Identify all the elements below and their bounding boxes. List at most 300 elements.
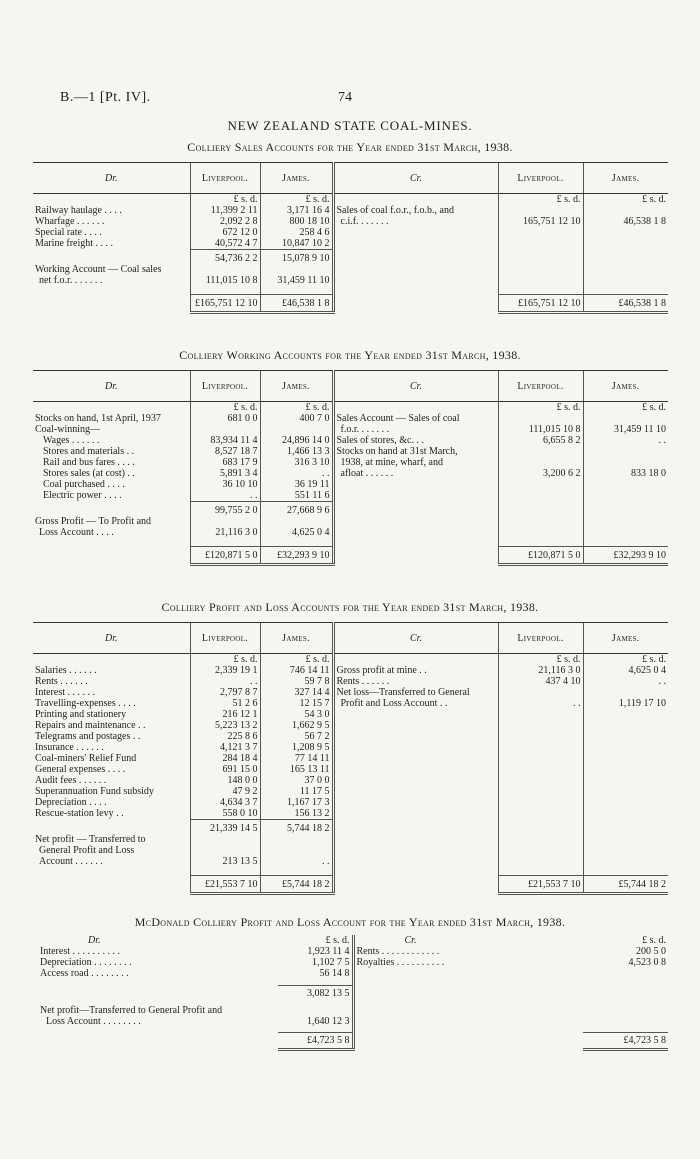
table-row — [33, 687, 668, 698]
liverpool-amount — [498, 227, 583, 238]
row-label: Railway haulage . . . . — [35, 205, 122, 216]
james-amount: £5,744 18 2 — [583, 876, 668, 894]
james-heading: James. — [260, 163, 333, 194]
liverpool-amount: £120,871 5 0 — [190, 547, 260, 565]
table-row — [38, 985, 668, 999]
liverpool-amount — [498, 687, 583, 698]
amount: 56 14 8 — [319, 968, 350, 979]
row-label — [333, 479, 498, 490]
james-amount: 1,119 17 10 — [583, 698, 668, 709]
table-row — [33, 820, 668, 835]
currency-header: £ s. d. — [260, 194, 333, 206]
james-amount: 10,847 10 2 — [260, 238, 333, 250]
liverpool-amount — [498, 753, 583, 764]
row-label: Stocks on hand at 31st March, — [333, 446, 498, 457]
row-label: Gross Profit — To Profit and — [35, 516, 152, 527]
liverpool-amount — [498, 205, 583, 216]
liverpool-amount: 11,399 2 11 — [190, 205, 260, 216]
liverpool-amount — [498, 502, 583, 517]
row-label — [333, 797, 498, 808]
liverpool-heading: Liverpool. — [498, 371, 583, 402]
james-amount: 11 17 5 — [260, 786, 333, 797]
liverpool-amount — [498, 764, 583, 775]
table-row — [33, 538, 668, 547]
table-row — [33, 867, 668, 876]
table-row — [38, 1033, 668, 1050]
row-label: Coal-winning— — [35, 424, 100, 435]
row-label: Rescue-station levy . . — [35, 808, 124, 819]
james-amount — [583, 479, 668, 490]
cr-heading: Cr. — [353, 935, 583, 946]
row-label — [33, 547, 190, 565]
dr-heading: Dr. — [33, 163, 190, 194]
row-label — [333, 742, 498, 753]
working-section-title: Colliery Working Accounts for the Year ended 31st March, 1938. — [179, 348, 521, 362]
liverpool-amount — [498, 731, 583, 742]
table-row — [33, 742, 668, 753]
james-amount: 833 18 0 — [583, 468, 668, 479]
table-row — [33, 205, 668, 216]
amount: 4,523 0 8 — [628, 957, 666, 968]
row-label: Sales of stores, &c. . . — [333, 435, 498, 446]
table-row — [33, 264, 668, 275]
james-amount: £46,538 1 8 — [260, 295, 333, 313]
table-row — [38, 946, 668, 957]
currency-header: £ s. d. — [642, 935, 666, 946]
row-label — [33, 654, 190, 666]
james-amount — [583, 250, 668, 265]
row-label — [33, 250, 190, 265]
row-label — [333, 527, 498, 538]
row-label — [353, 968, 583, 979]
liverpool-amount — [498, 527, 583, 538]
liverpool-heading: Liverpool. — [498, 623, 583, 654]
liverpool-amount — [498, 457, 583, 468]
table-row — [33, 468, 668, 479]
liverpool-heading: Liverpool. — [498, 163, 583, 194]
table-row — [33, 709, 668, 720]
row-label: General Profit and Loss — [39, 845, 135, 856]
liverpool-amount: 6,655 8 2 — [498, 435, 583, 446]
james-heading: James. — [260, 623, 333, 654]
james-amount — [583, 786, 668, 797]
row-label — [333, 547, 498, 565]
liverpool-amount: 21,116 3 0 — [190, 527, 260, 538]
liverpool-amount: 2,339 19 1 — [190, 665, 260, 676]
liverpool-amount: 47 9 2 — [190, 786, 260, 797]
liverpool-amount: 558 0 10 — [190, 808, 260, 820]
report-reference: B.—1 [Pt. IV]. — [60, 90, 151, 105]
row-label: Printing and stationery — [35, 709, 127, 720]
currency-header: £ s. d. — [190, 402, 260, 414]
row-label — [333, 538, 498, 547]
liverpool-heading: Liverpool. — [190, 371, 260, 402]
liverpool-amount: 5,891 3 4 — [190, 468, 260, 479]
row-label — [333, 867, 498, 876]
row-label: 1938, at mine, wharf, and — [333, 457, 498, 468]
liverpool-amount — [498, 775, 583, 786]
cr-heading: Cr. — [333, 623, 498, 654]
row-label — [33, 502, 190, 517]
row-label — [333, 502, 498, 517]
james-amount — [583, 264, 668, 275]
currency-header: £ s. d. — [583, 402, 668, 414]
row-label — [33, 295, 190, 313]
row-label: Rents . . . . . . — [333, 676, 498, 687]
row-label: Special rate . . . . — [35, 227, 102, 238]
table-row — [33, 775, 668, 786]
currency-header: £ s. d. — [498, 654, 583, 666]
row-label — [333, 402, 498, 414]
row-label — [353, 1016, 583, 1027]
james-amount: 54 3 0 — [260, 709, 333, 720]
row-label: Net profit—Transferred to General Profit and — [40, 1004, 223, 1016]
row-label: Rents . . . . . . — [35, 676, 88, 687]
james-amount — [260, 538, 333, 547]
row-label: Loss Account . . . . — [39, 527, 114, 538]
subtotal-james: 15,078 9 10 — [260, 250, 333, 265]
row-label: Interest . . . . . . — [35, 687, 95, 698]
row-label: General expenses . . . . — [35, 764, 126, 775]
james-amount — [583, 856, 668, 867]
james-amount — [583, 275, 668, 286]
liverpool-amount — [498, 479, 583, 490]
james-amount — [583, 720, 668, 731]
row-label: Superannuation Fund subsidy — [35, 786, 154, 797]
profit-loss-account-table — [33, 622, 668, 895]
james-amount: 400 7 0 — [260, 413, 333, 424]
row-label: Gross profit at mine . . — [333, 665, 498, 676]
currency-header: £ s. d. — [325, 935, 350, 946]
james-amount — [583, 538, 668, 547]
row-label — [333, 264, 498, 275]
row-label: Travelling-expenses . . . . — [35, 698, 136, 709]
row-label: Salaries . . . . . . — [35, 665, 97, 676]
table-row — [33, 424, 668, 435]
table-row — [33, 286, 668, 295]
row-label — [333, 295, 498, 313]
liverpool-amount: 40,572 4 7 — [190, 238, 260, 250]
james-amount: 1,167 17 3 — [260, 797, 333, 808]
row-label — [333, 238, 498, 250]
liverpool-amount — [190, 867, 260, 876]
dr-heading: Dr. — [88, 935, 101, 946]
row-label — [33, 402, 190, 414]
row-label: Sales of coal f.o.r., f.o.b., and — [333, 205, 498, 216]
row-label — [333, 227, 498, 238]
amount — [583, 968, 668, 979]
liverpool-amount: 2,092 2 8 — [190, 216, 260, 227]
table-row — [33, 720, 668, 731]
james-amount: 56 7 2 — [260, 731, 333, 742]
table-row — [33, 834, 668, 845]
row-label — [333, 286, 498, 295]
james-amount — [583, 687, 668, 698]
table-row — [33, 275, 668, 286]
liverpool-amount — [498, 275, 583, 286]
liverpool-amount: 691 15 0 — [190, 764, 260, 775]
table-row — [33, 786, 668, 797]
row-label: Insurance . . . . . . — [35, 742, 104, 753]
liverpool-amount: 681 0 0 — [190, 413, 260, 424]
liverpool-amount: 111,015 10 8 — [190, 275, 260, 286]
row-label — [333, 516, 498, 527]
liverpool-amount: 284 18 4 — [190, 753, 260, 764]
james-amount — [260, 286, 333, 295]
table-row — [33, 665, 668, 676]
liverpool-amount: 8,527 18 7 — [190, 446, 260, 457]
james-amount — [583, 205, 668, 216]
row-label — [333, 654, 498, 666]
amount: 1,102 7 5 — [312, 957, 350, 968]
james-amount: 31,459 11 10 — [583, 424, 668, 435]
james-amount — [260, 516, 333, 527]
subtotal-james: 5,744 18 2 — [260, 820, 333, 835]
james-amount — [260, 834, 333, 845]
james-amount — [583, 286, 668, 295]
james-amount: 551 11 6 — [260, 490, 333, 502]
james-amount: 77 14 11 — [260, 753, 333, 764]
liverpool-amount — [498, 413, 583, 424]
james-amount: £5,744 18 2 — [260, 876, 333, 894]
row-label: c.i.f. . . . . . . — [333, 216, 498, 227]
table-row — [38, 935, 668, 946]
liverpool-amount — [498, 797, 583, 808]
row-label — [353, 985, 583, 999]
table-row — [33, 413, 668, 424]
liverpool-amount — [498, 238, 583, 250]
row-label — [333, 490, 498, 502]
liverpool-amount — [498, 867, 583, 876]
row-label — [333, 275, 498, 286]
liverpool-amount: 213 13 5 — [190, 856, 260, 867]
james-amount: 258 4 6 — [260, 227, 333, 238]
liverpool-amount: £21,553 7 10 — [190, 876, 260, 894]
james-amount — [260, 867, 333, 876]
amount: 1,640 12 3 — [307, 1015, 350, 1027]
currency-header: £ s. d. — [190, 654, 260, 666]
liverpool-amount — [498, 516, 583, 527]
row-label: Stores and materials . . — [43, 446, 135, 457]
james-amount: 1,208 9 5 — [260, 742, 333, 753]
james-amount: 800 18 10 — [260, 216, 333, 227]
james-amount: 24,896 14 0 — [260, 435, 333, 446]
table-row — [33, 502, 668, 517]
total-row — [33, 547, 668, 565]
row-label — [333, 845, 498, 856]
james-amount: 12 15 7 — [260, 698, 333, 709]
liverpool-amount: £165,751 12 10 — [498, 295, 583, 313]
james-amount: 165 13 11 — [260, 764, 333, 775]
table-row — [33, 227, 668, 238]
row-label: afloat . . . . . . — [333, 468, 498, 479]
liverpool-amount — [498, 538, 583, 547]
james-amount — [583, 238, 668, 250]
subtotal-liverpool: 99,755 2 0 — [190, 502, 260, 517]
row-label: Access road . . . . . . . . — [40, 968, 129, 979]
total-amount: £4,723 5 8 — [278, 1033, 353, 1050]
amount — [583, 985, 668, 999]
james-amount: . . — [583, 676, 668, 687]
row-label: Working Account — Coal sales — [35, 264, 162, 275]
james-amount: 1,662 9 5 — [260, 720, 333, 731]
james-amount — [583, 867, 668, 876]
row-label: Marine freight . . . . — [35, 238, 114, 249]
james-amount: 59 7 8 — [260, 676, 333, 687]
liverpool-amount: 21,116 3 0 — [498, 665, 583, 676]
row-label: Repairs and maintenance . . — [35, 720, 146, 731]
james-amount: 746 14 11 — [260, 665, 333, 676]
liverpool-amount — [498, 856, 583, 867]
amount — [278, 1005, 353, 1016]
liverpool-amount: £21,553 7 10 — [498, 876, 583, 894]
james-amount — [583, 457, 668, 468]
liverpool-amount: 165,751 12 10 — [498, 216, 583, 227]
row-label — [333, 194, 498, 206]
table-row — [33, 516, 668, 527]
row-label — [33, 538, 190, 547]
liverpool-amount — [190, 516, 260, 527]
row-label — [333, 775, 498, 786]
row-label — [333, 250, 498, 265]
james-amount — [583, 527, 668, 538]
mcdonald-section-title: McDonald Colliery Profit and Loss Account for the Year ended 31st March, 1938. — [134, 915, 566, 929]
james-amount — [583, 845, 668, 856]
row-label: Profit and Loss Account . . — [333, 698, 498, 709]
james-amount: 37 0 0 — [260, 775, 333, 786]
james-heading: James. — [260, 371, 333, 402]
table-row — [33, 731, 668, 742]
table-row — [33, 194, 668, 206]
table-row — [33, 479, 668, 490]
dr-heading: Dr. — [33, 623, 190, 654]
row-label: Rail and bus fares . . . . — [43, 457, 135, 468]
mcdonald-account-table — [38, 935, 668, 1051]
james-amount: 4,625 0 4 — [260, 527, 333, 538]
currency-header: £ s. d. — [583, 194, 668, 206]
row-label: Rents . . . . . . . . . . . . — [353, 946, 583, 957]
row-label: Stores sales (at cost) . . — [43, 468, 135, 479]
liverpool-amount: £165,751 12 10 — [190, 295, 260, 313]
row-label: Depreciation . . . . — [35, 797, 107, 808]
row-label: Net profit — Transferred to — [35, 834, 146, 845]
james-amount: 156 13 2 — [260, 808, 333, 820]
row-label — [333, 709, 498, 720]
liverpool-amount: 225 8 6 — [190, 731, 260, 742]
table-row — [33, 490, 668, 502]
currency-header: £ s. d. — [260, 402, 333, 414]
subtotal-james: 27,668 9 6 — [260, 502, 333, 517]
liverpool-amount: 83,934 11 4 — [190, 435, 260, 446]
page-number: 74 — [338, 90, 352, 105]
row-label — [333, 753, 498, 764]
james-amount — [583, 446, 668, 457]
row-label — [38, 1033, 278, 1050]
row-label: Depreciation . . . . . . . . — [40, 957, 132, 968]
liverpool-amount — [498, 286, 583, 295]
table-row — [38, 968, 668, 979]
total-row — [33, 295, 668, 313]
table-row — [33, 676, 668, 687]
james-amount: . . — [583, 435, 668, 446]
row-label — [33, 194, 190, 206]
row-label — [33, 286, 190, 295]
total-amount: £4,723 5 8 — [583, 1033, 668, 1050]
amount: 1,923 11 4 — [307, 946, 350, 957]
james-heading: James. — [583, 371, 668, 402]
row-label: Wharfage . . . . . . — [35, 216, 105, 227]
row-label — [333, 720, 498, 731]
liverpool-amount — [190, 538, 260, 547]
currency-header: £ s. d. — [498, 194, 583, 206]
row-label: Interest . . . . . . . . . . — [40, 946, 120, 957]
liverpool-amount: 437 4 10 — [498, 676, 583, 687]
cr-heading: Cr. — [333, 163, 498, 194]
liverpool-amount: . . — [190, 490, 260, 502]
james-amount — [583, 502, 668, 517]
james-amount: . . — [260, 468, 333, 479]
currency-header: £ s. d. — [260, 654, 333, 666]
liverpool-amount: 3,200 6 2 — [498, 468, 583, 479]
row-label — [333, 764, 498, 775]
liverpool-amount — [498, 264, 583, 275]
table-row — [33, 753, 668, 764]
table-row — [33, 435, 668, 446]
row-label: f.o.r. . . . . . . — [333, 424, 498, 435]
working-account-table — [33, 370, 668, 566]
james-amount — [583, 834, 668, 845]
james-amount: 36 19 11 — [260, 479, 333, 490]
james-amount — [583, 731, 668, 742]
liverpool-amount: 36 10 10 — [190, 479, 260, 490]
liverpool-amount: 5,223 13 2 — [190, 720, 260, 731]
james-amount: 316 3 10 — [260, 457, 333, 468]
currency-header: £ s. d. — [498, 402, 583, 414]
james-amount: 1,466 13 3 — [260, 446, 333, 457]
liverpool-amount: . . — [190, 676, 260, 687]
liverpool-amount — [190, 286, 260, 295]
row-label — [333, 834, 498, 845]
james-amount — [583, 227, 668, 238]
liverpool-amount — [190, 264, 260, 275]
row-label — [333, 786, 498, 797]
currency-header: £ s. d. — [583, 654, 668, 666]
liverpool-amount — [190, 424, 260, 435]
james-heading: James. — [583, 163, 668, 194]
currency-header: £ s. d. — [190, 194, 260, 206]
liverpool-amount: 4,121 3 7 — [190, 742, 260, 753]
james-amount — [583, 775, 668, 786]
subtotal-liverpool: 21,339 14 5 — [190, 820, 260, 835]
liverpool-amount: 672 12 0 — [190, 227, 260, 238]
liverpool-amount: 4,634 3 7 — [190, 797, 260, 808]
table-row — [33, 808, 668, 820]
james-amount: 327 14 4 — [260, 687, 333, 698]
liverpool-amount — [498, 808, 583, 820]
subtotal-liverpool: 54,736 2 2 — [190, 250, 260, 265]
liverpool-amount — [498, 709, 583, 720]
liverpool-amount: £120,871 5 0 — [498, 547, 583, 565]
table-row — [33, 446, 668, 457]
row-label — [333, 808, 498, 820]
row-label: Sales Account — Sales of coal — [333, 413, 498, 424]
table-row — [33, 845, 668, 856]
row-label — [333, 876, 498, 894]
table-row — [33, 250, 668, 265]
table-row — [38, 1016, 668, 1027]
row-label: Electric power . . . . — [43, 490, 122, 501]
liverpool-amount: 683 17 9 — [190, 457, 260, 468]
